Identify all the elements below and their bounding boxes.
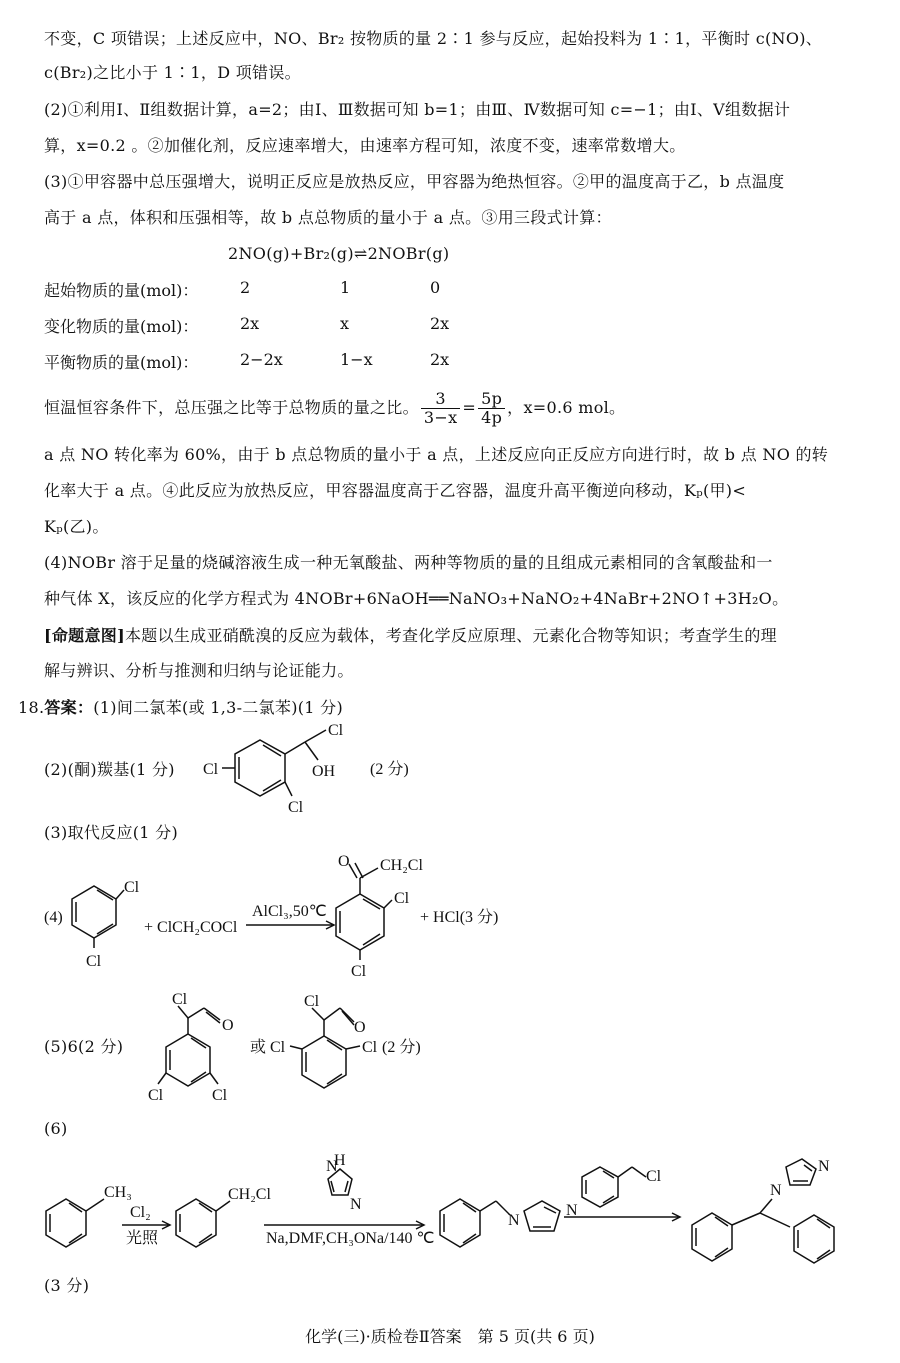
score-q5: (2 分) bbox=[382, 1039, 421, 1056]
atom-oh: OH bbox=[312, 763, 336, 780]
reaction-equation: 2NO(g)+Br₂(g)⇌2NOBr(g) bbox=[228, 244, 450, 263]
question-number: 18. bbox=[18, 698, 45, 717]
structures-q5 bbox=[140, 986, 460, 1106]
atom-o: O bbox=[222, 1017, 234, 1034]
atom-cl: Cl bbox=[351, 963, 367, 980]
cell-nobr: 2x bbox=[430, 314, 450, 333]
fraction-1-den: 3−x bbox=[423, 408, 458, 427]
atom-n: N bbox=[770, 1182, 782, 1199]
text-line-16 bbox=[44, 625, 777, 647]
atom-o: O bbox=[354, 1019, 366, 1036]
text-line-1: 不变，C 项错误；上述反应中，NO、Br₂ 按物质的量 2∶1 参与反应，起始投料为 1∶1，平衡时 c(NO)、 bbox=[44, 29, 823, 48]
atom-n: N bbox=[508, 1212, 520, 1229]
atom-cl: Cl bbox=[148, 1087, 164, 1104]
answer-3: (3)取代反应(1 分) bbox=[44, 823, 179, 842]
text-line-11: a 点 NO 转化率为 60%，由于 b 点总物质的量小于 a 点，上述反应向正反应方向进行时，故 b 点 NO 的转 bbox=[44, 445, 829, 464]
answer-1: (1)间二氯苯(或 1,3-二氯苯)(1 分) bbox=[93, 698, 344, 717]
cell-no: 2−2x bbox=[240, 350, 283, 369]
answer-5: (5)6(2 分) bbox=[44, 1037, 124, 1056]
atom-cl: Cl bbox=[172, 991, 188, 1008]
label-q4: (4) bbox=[44, 909, 63, 926]
atom-cl: Cl bbox=[203, 761, 219, 778]
fraction-1-num: 3 bbox=[421, 390, 461, 409]
atom-cl: Cl bbox=[362, 1039, 378, 1056]
text-line-13: Kₚ(乙)。 bbox=[44, 517, 109, 536]
or-label: 或 bbox=[250, 1039, 267, 1056]
atom-cl: Cl bbox=[124, 879, 140, 896]
cell-br2: x bbox=[340, 314, 350, 333]
text-line-6: 高于 a 点，体积和压强相等，故 b 点总物质的量小于 a 点。③用三段式计算： bbox=[44, 208, 612, 227]
reaction-q4 bbox=[44, 848, 564, 978]
question-18-heading bbox=[18, 697, 343, 719]
intent-label: [命题意图] bbox=[44, 626, 125, 645]
text-line-2: c(Br₂)之比小于 1∶1，D 项错误。 bbox=[44, 63, 301, 82]
condition-q6: Na,DMF,CH₃ONa/140 ℃ bbox=[266, 1230, 435, 1247]
fraction-equals: = bbox=[462, 398, 477, 417]
text-line-5: (3)①甲容器中总压强增大，说明正反应是放热反应，甲容器为绝热恒容。②甲的温度高于乙，b 点温度 bbox=[44, 172, 785, 191]
row-label: 变化物质的量(mol)： bbox=[44, 317, 199, 336]
score-q6: (3 分) bbox=[44, 1276, 90, 1295]
text-line-3: (2)①利用Ⅰ、Ⅱ组数据计算，a=2；由Ⅰ、Ⅲ数据可知 b=1；由Ⅲ、Ⅳ数据可知 c=−1；由Ⅰ、Ⅴ组数据计 bbox=[44, 100, 791, 119]
text-line-14: (4)NOBr 溶于足量的烧碱溶液生成一种无氧酸盐、两种等物质的量的且组成元素相同的含氧酸盐和一 bbox=[44, 553, 773, 572]
fraction-2-den: 4p bbox=[481, 408, 503, 427]
condition-cl2: Cl₂ bbox=[130, 1204, 151, 1221]
reagent: + ClCH₂COCl bbox=[144, 919, 238, 936]
atom-cl: Cl bbox=[212, 1087, 228, 1104]
atom-n: N bbox=[326, 1158, 338, 1175]
atom-cl: Cl bbox=[646, 1168, 662, 1185]
fraction-2-num: 5p bbox=[478, 390, 505, 409]
atom-cl: Cl bbox=[270, 1039, 286, 1056]
cell-nobr: 2x bbox=[430, 350, 450, 369]
synthesis-route-q6 bbox=[30, 1145, 880, 1270]
atom-cl: Cl bbox=[288, 799, 304, 816]
atom-n: N bbox=[350, 1196, 362, 1213]
fraction-2 bbox=[478, 390, 505, 427]
cell-br2: 1−x bbox=[340, 350, 373, 369]
page-footer: 化学(三)·质检卷Ⅱ答案 第 5 页(共 6 页) bbox=[305, 1327, 595, 1346]
cell-br2: 1 bbox=[340, 278, 351, 297]
atom-n: N bbox=[566, 1202, 578, 1219]
text-line-17: 解与辨识、分析与推测和归纳与论证能力。 bbox=[44, 661, 354, 680]
text-line-4: 算，x=0.2 。②加催化剂，反应速率增大，由速率方程可知，浓度不变，速率常数增大。 bbox=[44, 136, 686, 155]
atom-h: H bbox=[334, 1152, 346, 1169]
condition-q4: AlCl₃,50℃ bbox=[252, 903, 327, 920]
answer-2: (2)(酮)羰基(1 分) bbox=[44, 760, 175, 779]
answer-6: (6) bbox=[44, 1119, 68, 1138]
atom-n: N bbox=[818, 1158, 830, 1175]
tail-q4: + HCl(3 分) bbox=[420, 909, 499, 926]
atom-cl: Cl bbox=[394, 890, 410, 907]
row-label: 起始物质的量(mol)： bbox=[44, 281, 199, 300]
intent-text: 本题以生成亚硝酰溴的反应为载体，考查化学反应原理、元素化合物等知识；考查学生的理 bbox=[124, 626, 777, 645]
cell-nobr: 0 bbox=[430, 278, 441, 297]
group-ch2cl: CH₂Cl bbox=[228, 1186, 271, 1203]
cell-no: 2x bbox=[240, 314, 260, 333]
atom-cl: Cl bbox=[304, 993, 320, 1010]
structure-q2 bbox=[200, 720, 450, 820]
atom-o: O bbox=[338, 853, 350, 870]
text-line-10 bbox=[44, 390, 625, 427]
text-line-10-pre: 恒温恒容条件下，总压强之比等于总物质的量之比。 bbox=[44, 398, 419, 417]
text-line-12: 化率大于 a 点。④此反应为放热反应，甲容器温度高于乙容器，温度升高平衡逆向移动，Kₚ(甲)< bbox=[44, 481, 747, 500]
text-line-15: 种气体 X，该反应的化学方程式为 4NOBr+6NaOH══NaNO₃+NaNO₂+4NaBr+2NO↑+3H₂O。 bbox=[44, 589, 789, 608]
answer-label: 答案： bbox=[44, 698, 94, 717]
condition-light: 光照 bbox=[126, 1230, 159, 1247]
text-line-10-post: ，x=0.6 mol。 bbox=[507, 398, 626, 417]
fraction-1 bbox=[421, 390, 461, 427]
group-ch3: CH₃ bbox=[104, 1184, 132, 1201]
group-ch2cl: CH₂Cl bbox=[380, 857, 423, 874]
score-q2: (2 分) bbox=[370, 761, 409, 778]
atom-cl: Cl bbox=[86, 953, 102, 970]
cell-no: 2 bbox=[240, 278, 251, 297]
row-label: 平衡物质的量(mol)： bbox=[44, 353, 199, 372]
atom-cl: Cl bbox=[328, 722, 344, 739]
